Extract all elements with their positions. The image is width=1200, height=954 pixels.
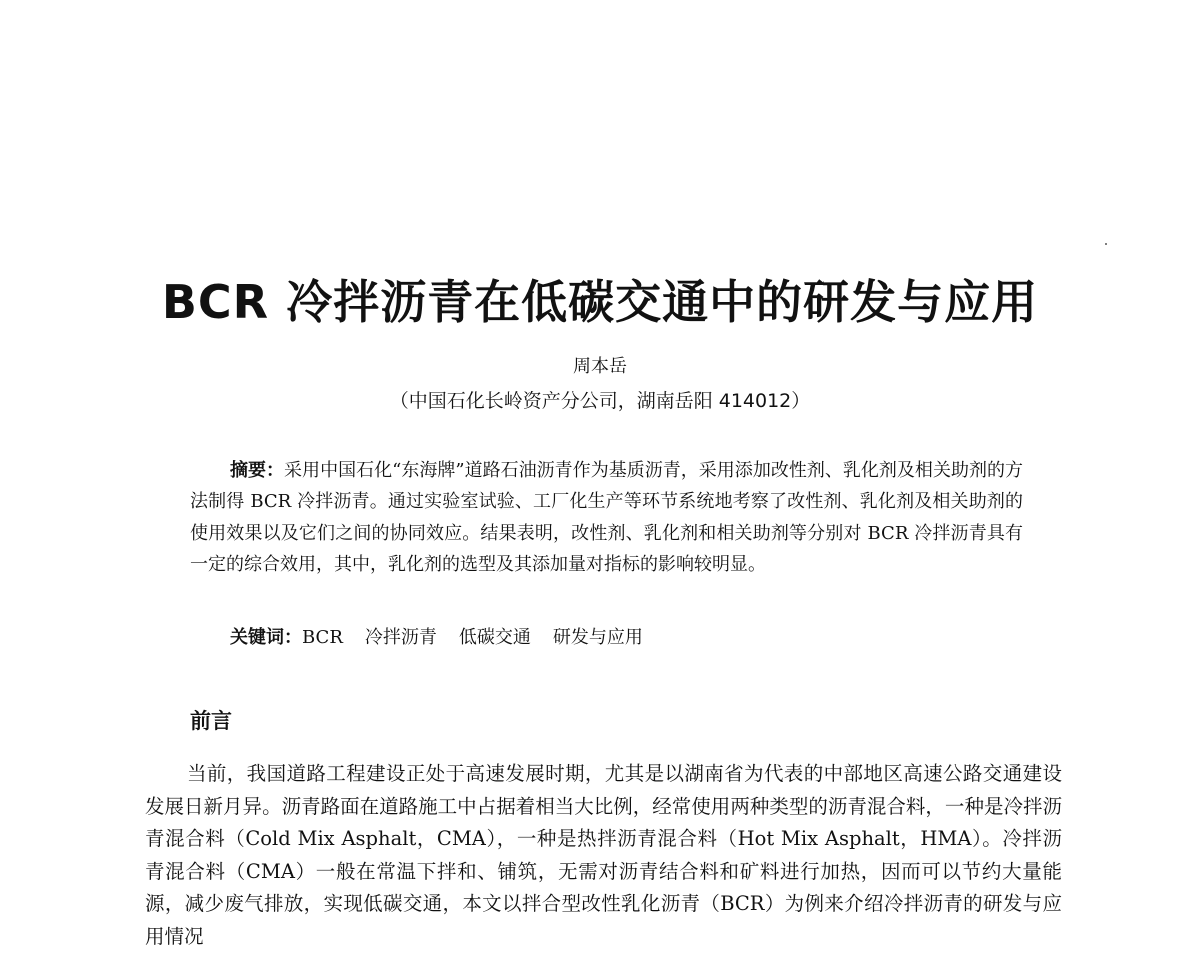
keywords-label: 关键词： <box>230 627 302 648</box>
abstract-text: 采用中国石化“东海牌”道路石油沥青作为基质沥青，采用添加改性剂、乳化剂及相关助剂的方法制得 BCR 冷拌沥青。通过实验室试验、工厂化生产等环节系统地考察了改性剂、乳化剂及相关助剂的使用效果以及它们之间的协同效应。结果表明，改性剂、乳化剂和相关助剂等分别对 BCR 冷拌沥青具有一定的综合效用，其中，乳化剂的选型及其添加量对指标的影响较明显。 <box>190 460 1024 576</box>
section-heading-introduction: 前言 <box>190 709 232 733</box>
keyword-item: BCR <box>302 627 343 648</box>
keyword-item: 研发与应用 <box>552 627 643 648</box>
keywords-block <box>230 624 665 652</box>
abstract-label: 摘要： <box>230 460 285 481</box>
abstract-block <box>190 455 1023 581</box>
paper-title: BCR 冷拌沥青在低碳交通中的研发与应用 <box>161 275 1039 329</box>
keyword-item: 冷拌沥青 <box>364 627 437 648</box>
author-name: 周本岳 <box>573 356 627 377</box>
keyword-item: 低碳交通 <box>458 627 531 648</box>
introduction-paragraph: 当前，我国道路工程建设正处于高速发展时期，尤其是以湖南省为代表的中部地区高速公路交通建设发展日新月异。沥青路面在道路施工中占据着相当大比例，经常使用两种类型的沥青混合料，一种是冷拌沥青混合料（Cold Mix Asphalt，CMA），一种是热拌沥青混合料（Hot Mix Asphalt，HMA）。冷拌沥青混合料（CMA）一般在常温下拌和、铺筑，无需对沥青结合料和矿料进行加热，因而可以节约大量能源，减少废气排放，实现低碳交通，本文以拌合型改性乳化沥青（BCR）为例来介绍冷拌沥青的研发与应用情况 <box>145 762 1062 948</box>
author-affiliation: （中国石化长岭资产分公司，湖南岳阳 414012） <box>389 390 811 412</box>
scan-speck <box>1105 243 1107 245</box>
